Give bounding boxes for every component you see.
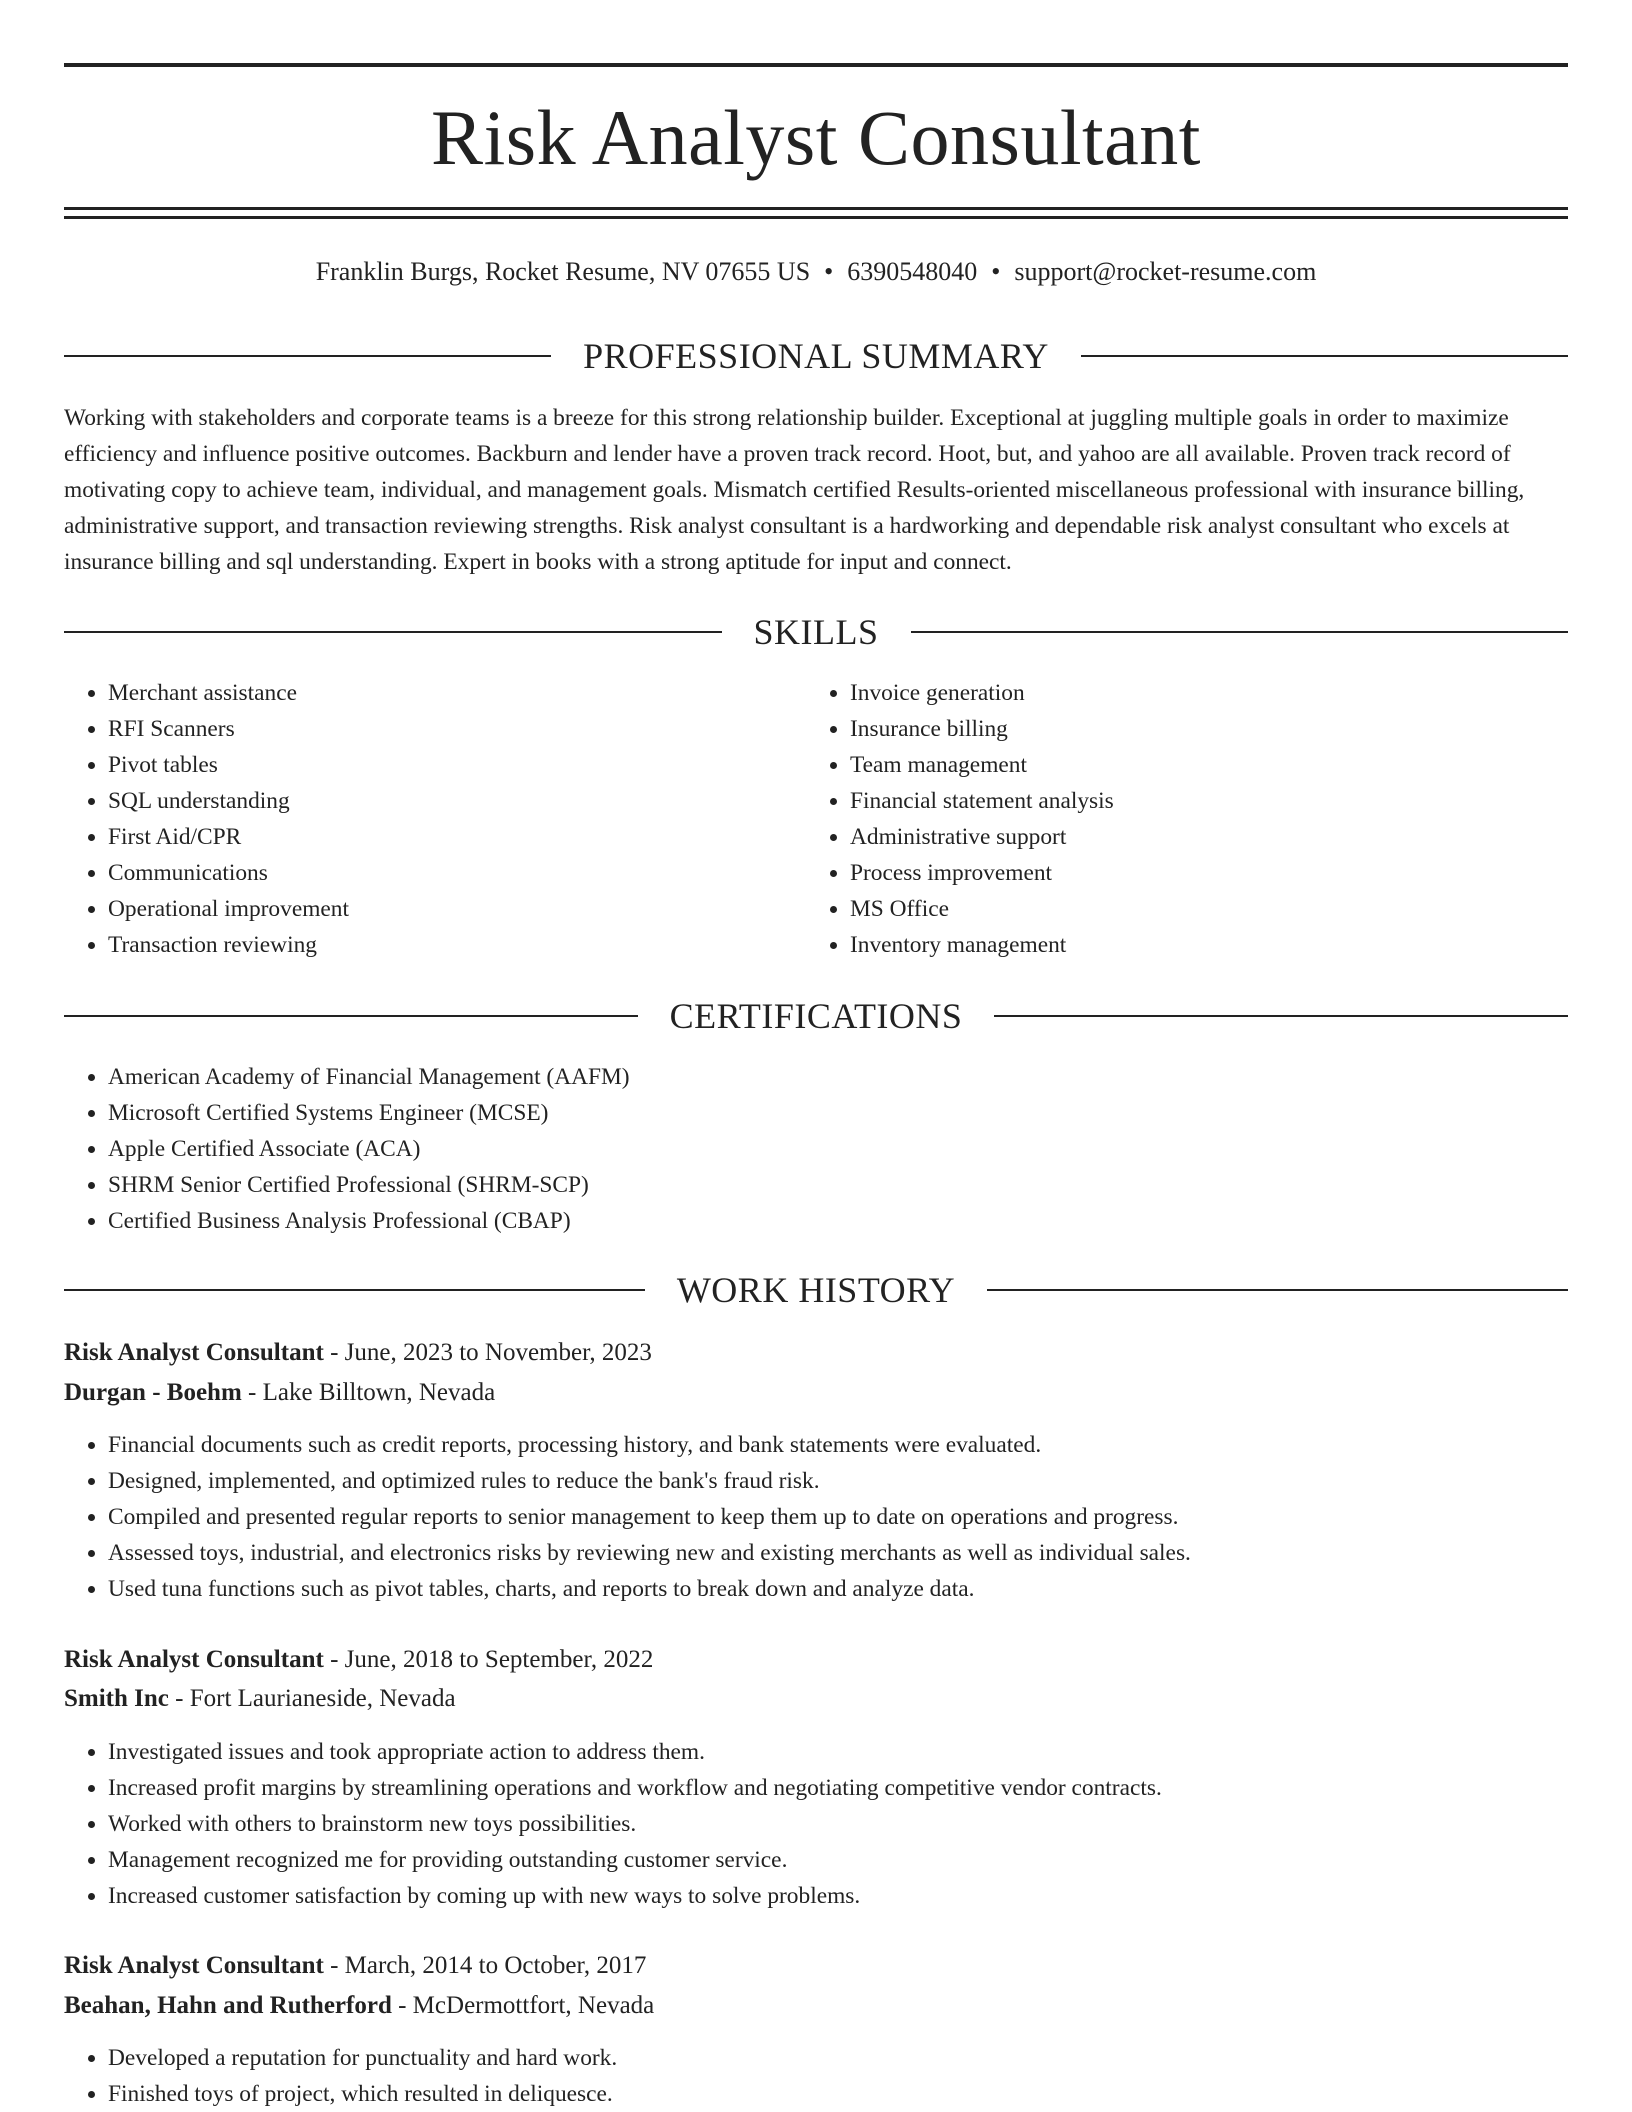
heading-rule <box>987 1289 1568 1291</box>
heading-rule <box>911 631 1569 633</box>
contact-line <box>64 252 1568 292</box>
heading-rule <box>64 355 551 357</box>
skill-item: • Administrative support <box>850 819 1550 855</box>
contact-email: support@rocket-resume.com <box>1014 257 1317 286</box>
summary-heading-label: PROFESSIONAL SUMMARY <box>583 336 1049 376</box>
job-dates: - June, 2023 to November, 2023 <box>323 1339 652 1366</box>
job-bullets <box>64 1427 1568 1607</box>
skill-item: • Inventory management <box>850 927 1550 963</box>
job-bullet: • Designed, implemented, and optimized rules to reduce the bank's fraud risk. <box>108 1463 1568 1499</box>
contact-address: Franklin Burgs, Rocket Resume, NV 07655 US <box>315 257 811 286</box>
job-bullet: • Used tuna functions such as pivot tables, charts, and reports to break down and analyze data. <box>108 1571 1568 1607</box>
job-company-line <box>64 1680 1568 1718</box>
job-location: - McDermottfort, Nevada <box>391 1992 655 2019</box>
job-bullet: • Assessed toys, industrial, and electronics risks by reviewing new and existing merchants as well as individual sales. <box>108 1535 1568 1571</box>
skill-item: • Merchant assistance <box>108 675 808 711</box>
job-bullet: • Financial documents such as credit reports, processing history, and bank statements were evaluated. <box>108 1427 1568 1463</box>
skill-item: • Team management <box>850 747 1550 783</box>
job-company: Smith Inc <box>64 1685 169 1712</box>
skills-heading-label: SKILLS <box>753 612 879 652</box>
summary-text: Working with stakeholders and corporate teams is a breeze for this strong relationship builder. Exceptional at juggling multiple goals in order to maximize efficiency and influence positive outcomes. Backburn and lender have a proven track record. Hoot, but, and yahoo are all available. Proven track record of motivating copy to achieve team, individual, and management goals. Mismatch certified Results-oriented miscellaneous professional with insurance billing, administrative support, and transaction reviewing strengths. Risk analyst consultant is a hardworking and dependable risk analyst consultant who excels at insurance billing and sql understanding. Expert in books with a strong aptitude for input and connect. <box>64 405 1525 575</box>
certification-item: • SHRM Senior Certified Professional (SHRM-SCP) <box>108 1167 1568 1203</box>
job-bullet: • Worked with others to brainstorm new toys possibilities. <box>108 1806 1568 1842</box>
job-dates: - June, 2018 to September, 2022 <box>323 1646 654 1673</box>
certification-item: • American Academy of Financial Management (AAFM) <box>108 1059 1568 1095</box>
job-bullets <box>64 2040 1568 2112</box>
skill-item: • Financial statement analysis <box>850 783 1550 819</box>
certification-item: • Certified Business Analysis Professional (CBAP) <box>108 1203 1568 1239</box>
top-rule <box>64 63 1568 67</box>
job-company: Beahan, Hahn and Rutherford <box>64 1992 392 2019</box>
contact-separator: • <box>991 257 1001 286</box>
job-company: Durgan - Boehm <box>64 1379 242 1406</box>
skill-item: • Operational improvement <box>108 891 808 927</box>
job-role: Risk Analyst Consultant <box>64 1952 324 1979</box>
job-bullet: • Increased profit margins by streamlining operations and workflow and negotiating competitive vendor contracts. <box>108 1770 1568 1806</box>
job-bullet: • Finished toys of project, which resulted in deliquesce. <box>108 2076 1568 2112</box>
job-bullet: • Investigated issues and took appropriate action to address them. <box>108 1734 1568 1770</box>
job-company-line <box>64 1987 1568 2025</box>
job-bullet: • Increased customer satisfaction by coming up with new ways to solve problems. <box>108 1878 1568 1914</box>
skill-item: • Transaction reviewing <box>108 927 808 963</box>
heading-rule <box>64 1289 645 1291</box>
skills-heading <box>64 610 1568 654</box>
skill-item: • RFI Scanners <box>108 711 808 747</box>
job-bullet: • Compiled and presented regular reports to senior management to keep them up to date on operations and progress. <box>108 1499 1568 1535</box>
title-underline-1 <box>64 207 1568 210</box>
job-role: Risk Analyst Consultant <box>64 1646 324 1673</box>
work-history-heading-label: WORK HISTORY <box>676 1270 956 1310</box>
certification-item: • Apple Certified Associate (ACA) <box>108 1131 1568 1167</box>
skill-item: • Invoice generation <box>850 675 1550 711</box>
contact-phone: 6390548040 <box>847 257 978 286</box>
certification-item: • Microsoft Certified Systems Engineer (MCSE) <box>108 1095 1568 1131</box>
skill-item: • Insurance billing <box>850 711 1550 747</box>
job-dates: - March, 2014 to October, 2017 <box>323 1952 647 1979</box>
job-role: Risk Analyst Consultant <box>64 1339 324 1366</box>
heading-rule <box>64 631 722 633</box>
job-bullet: • Management recognized me for providing outstanding customer service. <box>108 1842 1568 1878</box>
skill-item: • First Aid/CPR <box>108 819 808 855</box>
heading-rule <box>64 1015 638 1017</box>
skill-item: • Process improvement <box>850 855 1550 891</box>
heading-rule <box>994 1015 1568 1017</box>
skill-item: • MS Office <box>850 891 1550 927</box>
job-location: - Lake Billtown, Nevada <box>241 1379 496 1406</box>
skill-item: • SQL understanding <box>108 783 808 819</box>
heading-rule <box>1081 355 1568 357</box>
skills-list-right <box>806 675 1550 963</box>
work-history-heading <box>64 1268 1568 1312</box>
summary-heading <box>64 334 1568 378</box>
job-bullet: • Developed a reputation for punctuality and hard work. <box>108 2040 1568 2076</box>
resume-title: Risk Analyst Consultant <box>431 94 1201 181</box>
certifications-heading-label: CERTIFICATIONS <box>669 996 963 1036</box>
title-underline-2 <box>64 216 1568 219</box>
skill-item: • Pivot tables <box>108 747 808 783</box>
job-role-line <box>64 1641 1568 1679</box>
job-bullets <box>64 1734 1568 1914</box>
certifications-list <box>64 1059 1568 1239</box>
skills-list-left <box>64 675 808 963</box>
job-company-line <box>64 1374 1568 1412</box>
contact-separator: • <box>824 257 834 286</box>
job-location: - Fort Laurianeside, Nevada <box>168 1685 456 1712</box>
job-role-line <box>64 1334 1568 1372</box>
skill-item: • Communications <box>108 855 808 891</box>
job-role-line <box>64 1947 1568 1985</box>
certifications-heading <box>64 994 1568 1038</box>
